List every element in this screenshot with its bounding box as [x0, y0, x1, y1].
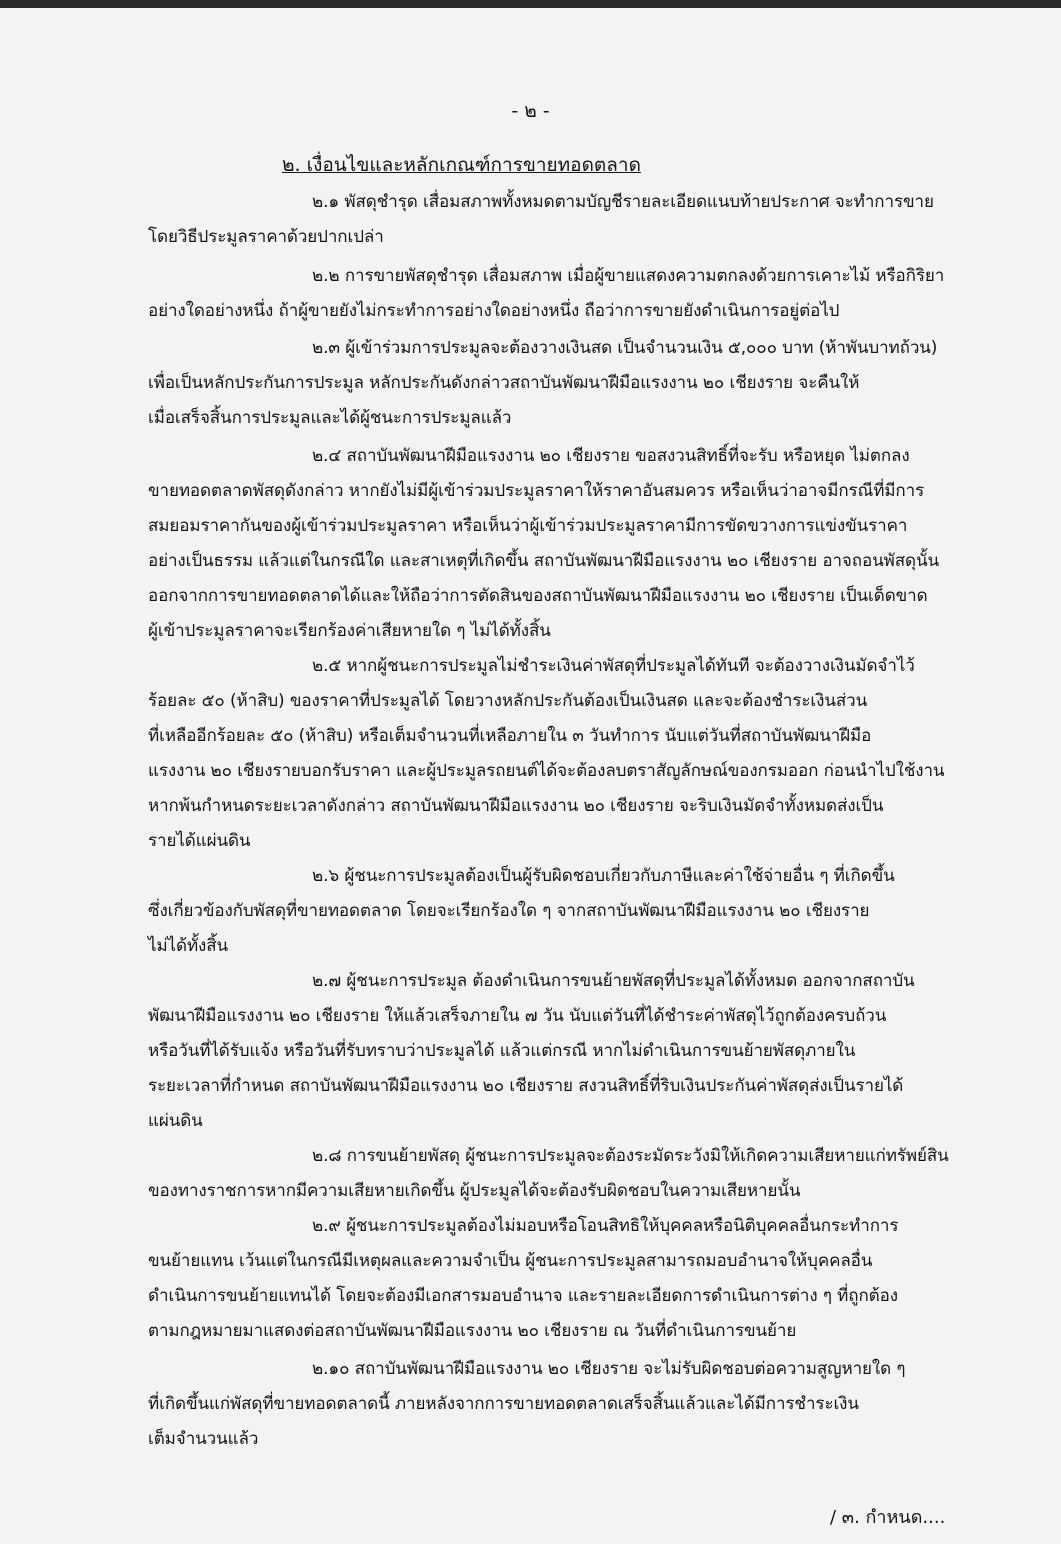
text-line: เต็มจำนวนแล้ว	[148, 1429, 259, 1449]
text-line: ของทางราชการหากมีความเสียหายเกิดขึ้น ผู้ประมูลได้จะต้องรับผิดชอบในความเสียหายนั้น	[148, 1181, 801, 1201]
text-line: หรือวันที่ได้รับแจ้ง หรือวันที่รับทราบว่าประมูลได้ แล้วแต่กรณี หากไม่ดำเนินการขนย้ายพัสดุภายใน	[148, 1041, 856, 1061]
text-line: พัฒนาฝีมือแรงงาน ๒๐ เชียงราย ให้แล้วเสร็จภายใน ๗ วัน นับแต่วันที่ได้ชำระค่าพัสดุไว้ถูกต้องครบถ้วน	[148, 1006, 887, 1026]
text-line: ตามกฎหมายมาแสดงต่อสถาบันพัฒนาฝีมือแรงงาน ๒๐ เชียงราย ณ วันที่ดำเนินการขนย้าย	[148, 1321, 797, 1341]
text-line: ๒.๕ หากผู้ชนะการประมูลไม่ชำระเงินค่าพัสดุที่ประมูลได้ทันที จะต้องวางเงินมัดจำไว้	[312, 656, 915, 676]
text-line: ๒.๑ พัสดุชำรุด เสื่อมสภาพทั้งหมดตามบัญชีรายละเอียดแนบท้ายประกาศ จะทำการขาย	[312, 192, 934, 212]
text-line: เพื่อเป็นหลักประกันการประมูล หลักประกันดังกล่าวสถาบันพัฒนาฝีมือแรงงาน ๒๐ เชียงราย จะคืนให้	[148, 373, 860, 393]
text-line: อย่างเป็นธรรม แล้วแต่ในกรณีใด และสาเหตุที่เกิดขึ้น สถาบันพัฒนาฝีมือแรงงาน ๒๐ เชียงราย อาจถอนพัสดุนั้น	[148, 551, 939, 571]
text-line: รายได้แผ่นดิน	[148, 831, 251, 851]
text-line: ที่เกิดขึ้นแก่พัสดุที่ขายทอดตลาดนี้ ภายหลังจากการขายทอดตลาดเสร็จสิ้นแล้วและได้มีการชำระเงิน	[148, 1394, 859, 1414]
text-line: ๒.๙ ผู้ชนะการประมูลต้องไม่มอบหรือโอนสิทธิให้บุคคลหรือนิติบุคคลอื่นกระทำการ	[312, 1216, 899, 1236]
continuation-note: / ๓. กำหนด....	[830, 1507, 946, 1528]
text-line: ไม่ได้ทั้งสิ้น	[148, 936, 229, 956]
text-line: ขนย้ายแทน เว้นแต่ในกรณีมีเหตุผลและความจำเป็น ผู้ชนะการประมูลสามารถมอบอำนาจให้บุคคลอื่น	[148, 1251, 873, 1271]
text-line: หากพ้นกำหนดระยะเวลาดังกล่าว สถาบันพัฒนาฝีมือแรงงาน ๒๐ เชียงราย จะริบเงินมัดจำทั้งหมดส่งเป็น	[148, 796, 884, 816]
text-line: ๒.๓ ผู้เข้าร่วมการประมูลจะต้องวางเงินสด เป็นจำนวนเงิน ๕,๐๐๐ บาท (ห้าพันบาทถ้วน)	[312, 338, 938, 358]
section-heading: ๒. เงื่อนไขและหลักเกณฑ์การขายทอดตลาด	[282, 154, 641, 176]
text-line: ที่เหลืออีกร้อยละ ๕๐ (ห้าสิบ) หรือเต็มจำนวนที่เหลือภายใน ๓ วันทำการ นับแต่วันที่สถาบันพัฒนาฝีมือ	[148, 726, 872, 746]
text-line: ร้อยละ ๕๐ (ห้าสิบ) ของราคาที่ประมูลได้ โดยวางหลักประกันต้องเป็นเงินสด และจะต้องชำระเงินส่วน	[148, 691, 868, 711]
text-line: ๒.๑๐ สถาบันพัฒนาฝีมือแรงงาน ๒๐ เชียงราย จะไม่รับผิดชอบต่อความสูญหายใด ๆ	[312, 1359, 906, 1379]
text-line: ขายทอดตลาดพัสดุดังกล่าว หากยังไม่มีผู้เข้าร่วมประมูลราคาให้ราคาอันสมควร หรือเห็นว่าอาจมีกรณีที่มีการ	[148, 481, 925, 501]
text-line: อย่างใดอย่างหนึ่ง ถ้าผู้ขายยังไม่กระทำการอย่างใดอย่างหนึ่ง ถือว่าการขายยังดำเนินการอยู่ต่อไป	[148, 301, 840, 321]
text-line: ผู้เข้าประมูลราคาจะเรียกร้องค่าเสียหายใด ๆ ไม่ได้ทั้งสิ้น	[148, 621, 551, 641]
text-line: ๒.๗ ผู้ชนะการประมูล ต้องดำเนินการขนย้ายพัสดุที่ประมูลได้ทั้งหมด ออกจากสถาบัน	[312, 971, 915, 991]
text-line: ๒.๒ การขายพัสดุชำรุด เสื่อมสภาพ เมื่อผู้ขายแสดงความตกลงด้วยการเคาะไม้ หรือกิริยา	[312, 266, 945, 286]
text-line: แผ่นดิน	[148, 1111, 203, 1131]
text-line: แรงงาน ๒๐ เชียงรายบอกรับราคา และผู้ประมูลรถยนต์ได้จะต้องลบตราสัญลักษณ์ของกรมออก ก่อนนำไปใช้งาน	[148, 761, 945, 781]
text-line: โดยวิธีประมูลราคาด้วยปากเปล่า	[148, 227, 384, 247]
text-line: ดำเนินการขนย้ายแทนได้ โดยจะต้องมีเอกสารมอบอำนาจ และรายละเอียดการดำเนินการต่าง ๆ ที่ถูกต้อง	[148, 1286, 898, 1306]
text-line: ๒.๖ ผู้ชนะการประมูลต้องเป็นผู้รับผิดชอบเกี่ยวกับภาษีและค่าใช้จ่ายอื่น ๆ ที่เกิดขึ้น	[312, 866, 895, 886]
text-line: สมยอมราคากันของผู้เข้าร่วมประมูลราคา หรือเห็นว่าผู้เข้าร่วมประมูลราคามีการขัดขวางการแข่งขันราคา	[148, 516, 908, 536]
text-line: ออกจากการขายทอดตลาดได้และให้ถือว่าการตัดสินของสถาบันพัฒนาฝีมือแรงงาน ๒๐ เชียงราย เป็นเด็ดขาด	[148, 586, 928, 606]
text-line: ๒.๔ สถาบันพัฒนาฝีมือแรงงาน ๒๐ เชียงราย ขอสงวนสิทธิ์ที่จะรับ หรือหยุด ไม่ตกลง	[312, 446, 910, 466]
page-number: - ๒ -	[511, 100, 550, 122]
text-line: ซึ่งเกี่ยวข้องกับพัสดุที่ขายทอดตลาด โดยจะเรียกร้องใด ๆ จากสถาบันพัฒนาฝีมือแรงงาน ๒๐ เชียงราย	[148, 901, 870, 921]
text-line: เมื่อเสร็จสิ้นการประมูลและได้ผู้ชนะการประมูลแล้ว	[148, 408, 512, 428]
text-line: ๒.๘ การขนย้ายพัสดุ ผู้ชนะการประมูลจะต้องระมัดระวังมิให้เกิดความเสียหายแก่ทรัพย์สิน	[312, 1146, 949, 1166]
text-line: ระยะเวลาที่กำหนด สถาบันพัฒนาฝีมือแรงงาน ๒๐ เชียงราย สงวนสิทธิ์ที่ริบเงินประกันค่าพัสดุส่งเป็นรายได้	[148, 1076, 904, 1096]
